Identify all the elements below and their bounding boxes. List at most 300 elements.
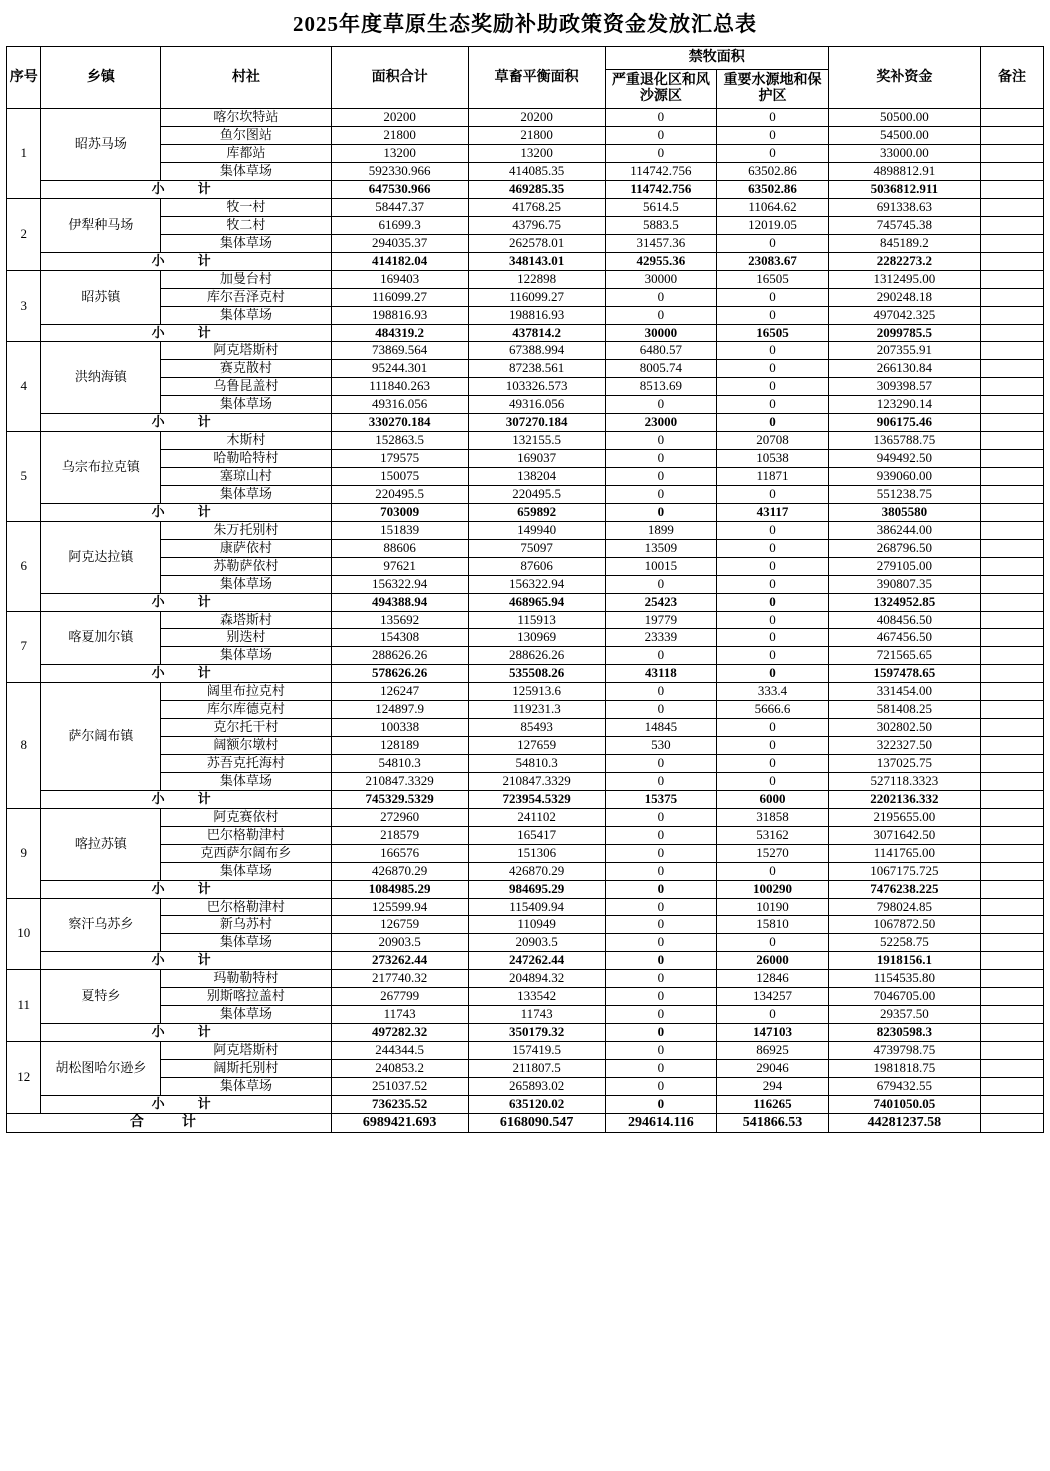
subtotal-label: 小 计 — [41, 414, 331, 432]
cell-village: 别斯喀拉盖村 — [161, 988, 331, 1006]
subtotal-cell-balance-area: 635120.02 — [468, 1095, 605, 1113]
cell-ban-water: 0 — [717, 127, 829, 145]
subtotal-cell-balance-area: 247262.44 — [468, 952, 605, 970]
table-row — [7, 216, 1044, 234]
cell-village: 鱼尔图站 — [161, 127, 331, 145]
column-header-ban-water: 重要水源地和保护区 — [717, 70, 829, 109]
cell-remark — [981, 468, 1044, 486]
cell-ban-water: 12846 — [717, 970, 829, 988]
table-row — [7, 575, 1044, 593]
table-row — [7, 826, 1044, 844]
cell-fund: 408456.50 — [828, 611, 980, 629]
cell-seq: 11 — [7, 970, 41, 1042]
cell-balance-area: 103326.573 — [468, 378, 605, 396]
cell-village: 新乌苏村 — [161, 916, 331, 934]
cell-ban-water: 15810 — [717, 916, 829, 934]
cell-fund: 1141765.00 — [828, 844, 980, 862]
cell-town: 喀拉苏镇 — [41, 808, 161, 880]
cell-remark — [981, 485, 1044, 503]
cell-area-total: 218579 — [331, 826, 468, 844]
cell-remark — [981, 145, 1044, 163]
cell-village: 喀尔坎特站 — [161, 109, 331, 127]
table-row — [7, 844, 1044, 862]
cell-area-total: 13200 — [331, 145, 468, 163]
cell-ban-degraded: 0 — [605, 970, 717, 988]
grand-total-cell-ban-water: 541866.53 — [717, 1113, 829, 1132]
cell-fund: 309398.57 — [828, 378, 980, 396]
table-row — [7, 988, 1044, 1006]
subtotal-cell-ban-water: 116265 — [717, 1095, 829, 1113]
cell-remark — [981, 916, 1044, 934]
table-row — [7, 127, 1044, 145]
cell-remark — [981, 934, 1044, 952]
cell-fund: 679432.55 — [828, 1077, 980, 1095]
cell-ban-water: 0 — [717, 145, 829, 163]
subtotal-label: 小 计 — [41, 324, 331, 342]
subtotal-cell-ban-water: 0 — [717, 414, 829, 432]
cell-ban-degraded: 530 — [605, 737, 717, 755]
subtotal-cell-ban-degraded: 30000 — [605, 324, 717, 342]
cell-village: 朱万托别村 — [161, 521, 331, 539]
cell-seq: 10 — [7, 898, 41, 970]
cell-remark — [981, 163, 1044, 181]
table-row — [7, 934, 1044, 952]
cell-area-total: 151839 — [331, 521, 468, 539]
subtotal-cell-ban-degraded: 114742.756 — [605, 181, 717, 199]
cell-village: 集体草场 — [161, 575, 331, 593]
cell-fund: 7046705.00 — [828, 988, 980, 1006]
cell-balance-area: 115409.94 — [468, 898, 605, 916]
cell-ban-water: 15270 — [717, 844, 829, 862]
subtotal-label: 小 计 — [41, 1024, 331, 1042]
column-header-seq: 序号 — [7, 47, 41, 109]
cell-ban-degraded: 8005.74 — [605, 360, 717, 378]
cell-ban-degraded: 8513.69 — [605, 378, 717, 396]
cell-fund: 845189.2 — [828, 234, 980, 252]
cell-ban-water: 0 — [717, 557, 829, 575]
cell-balance-area: 87606 — [468, 557, 605, 575]
cell-balance-area: 414085.35 — [468, 163, 605, 181]
cell-area-total: 73869.564 — [331, 342, 468, 360]
cell-remark — [981, 432, 1044, 450]
subtotal-label: 小 计 — [41, 1095, 331, 1113]
subtotal-cell-fund: 3805580 — [828, 503, 980, 521]
cell-balance-area: 151306 — [468, 844, 605, 862]
cell-area-total: 244344.5 — [331, 1042, 468, 1060]
cell-ban-degraded: 0 — [605, 988, 717, 1006]
cell-village: 集体草场 — [161, 1006, 331, 1024]
subtotal-cell-ban-water: 26000 — [717, 952, 829, 970]
cell-area-total: 294035.37 — [331, 234, 468, 252]
cell-balance-area: 116099.27 — [468, 288, 605, 306]
subtotal-row — [7, 790, 1044, 808]
table-row — [7, 808, 1044, 826]
grand-total-row — [7, 1113, 1044, 1132]
subtotal-cell-fund: 1597478.65 — [828, 665, 980, 683]
cell-seq: 8 — [7, 683, 41, 809]
cell-town: 昭苏马场 — [41, 109, 161, 181]
subtotal-label: 小 计 — [41, 880, 331, 898]
cell-area-total: 426870.29 — [331, 862, 468, 880]
cell-fund: 331454.00 — [828, 683, 980, 701]
cell-ban-degraded: 31457.36 — [605, 234, 717, 252]
subtotal-cell-remark — [981, 503, 1044, 521]
cell-remark — [981, 270, 1044, 288]
subtotal-cell-area-total: 745329.5329 — [331, 790, 468, 808]
cell-ban-degraded: 0 — [605, 288, 717, 306]
cell-ban-water: 0 — [717, 539, 829, 557]
subtotal-cell-remark — [981, 1024, 1044, 1042]
table-row — [7, 755, 1044, 773]
cell-area-total: 11743 — [331, 1006, 468, 1024]
cell-ban-water: 11871 — [717, 468, 829, 486]
table-row — [7, 109, 1044, 127]
cell-remark — [981, 306, 1044, 324]
cell-village: 别迭村 — [161, 629, 331, 647]
cell-ban-water: 0 — [717, 755, 829, 773]
cell-balance-area: 169037 — [468, 450, 605, 468]
cell-balance-area: 133542 — [468, 988, 605, 1006]
cell-village: 集体草场 — [161, 163, 331, 181]
cell-fund: 33000.00 — [828, 145, 980, 163]
subtotal-cell-fund: 7476238.225 — [828, 880, 980, 898]
cell-ban-water: 63502.86 — [717, 163, 829, 181]
cell-ban-water: 0 — [717, 360, 829, 378]
cell-ban-water: 0 — [717, 862, 829, 880]
cell-village: 巴尔格勒津村 — [161, 826, 331, 844]
cell-ban-water: 10190 — [717, 898, 829, 916]
cell-fund: 266130.84 — [828, 360, 980, 378]
cell-area-total: 126759 — [331, 916, 468, 934]
cell-ban-degraded: 5614.5 — [605, 198, 717, 216]
cell-balance-area: 21800 — [468, 127, 605, 145]
cell-ban-water: 20708 — [717, 432, 829, 450]
cell-remark — [981, 342, 1044, 360]
cell-village: 集体草场 — [161, 485, 331, 503]
cell-balance-area: 43796.75 — [468, 216, 605, 234]
cell-balance-area: 49316.056 — [468, 396, 605, 414]
cell-balance-area: 125913.6 — [468, 683, 605, 701]
subtotal-cell-remark — [981, 790, 1044, 808]
grand-total-cell-ban-degraded: 294614.116 — [605, 1113, 717, 1132]
cell-area-total: 97621 — [331, 557, 468, 575]
cell-town: 察汗乌苏乡 — [41, 898, 161, 952]
cell-fund: 497042.325 — [828, 306, 980, 324]
cell-ban-water: 294 — [717, 1077, 829, 1095]
cell-fund: 290248.18 — [828, 288, 980, 306]
grand-total-label: 合 计 — [7, 1113, 332, 1132]
cell-balance-area: 138204 — [468, 468, 605, 486]
cell-fund: 29357.50 — [828, 1006, 980, 1024]
cell-area-total: 210847.3329 — [331, 772, 468, 790]
subtotal-cell-ban-water: 23083.67 — [717, 252, 829, 270]
cell-area-total: 58447.37 — [331, 198, 468, 216]
cell-area-total: 592330.966 — [331, 163, 468, 181]
cell-village: 阿克塔斯村 — [161, 342, 331, 360]
table-row — [7, 1059, 1044, 1077]
subtotal-cell-fund: 906175.46 — [828, 414, 980, 432]
cell-village: 康萨依村 — [161, 539, 331, 557]
cell-area-total: 116099.27 — [331, 288, 468, 306]
cell-seq: 9 — [7, 808, 41, 898]
cell-balance-area: 132155.5 — [468, 432, 605, 450]
cell-ban-degraded: 19779 — [605, 611, 717, 629]
table-row — [7, 898, 1044, 916]
subtotal-cell-ban-water: 43117 — [717, 503, 829, 521]
subtotal-cell-ban-water: 63502.86 — [717, 181, 829, 199]
table-row — [7, 1006, 1044, 1024]
subtotal-cell-ban-water: 0 — [717, 593, 829, 611]
cell-ban-water: 31858 — [717, 808, 829, 826]
cell-balance-area: 54810.3 — [468, 755, 605, 773]
subtotal-row — [7, 1095, 1044, 1113]
cell-village: 哈勒哈特村 — [161, 450, 331, 468]
cell-village: 苏勒萨依村 — [161, 557, 331, 575]
subtotal-cell-fund: 2202136.332 — [828, 790, 980, 808]
subtotal-cell-balance-area: 984695.29 — [468, 880, 605, 898]
table-row — [7, 1042, 1044, 1060]
cell-remark — [981, 629, 1044, 647]
cell-remark — [981, 808, 1044, 826]
cell-remark — [981, 647, 1044, 665]
cell-remark — [981, 198, 1044, 216]
table-row — [7, 360, 1044, 378]
subtotal-cell-ban-water: 6000 — [717, 790, 829, 808]
cell-remark — [981, 844, 1044, 862]
cell-balance-area: 156322.94 — [468, 575, 605, 593]
cell-ban-degraded: 14845 — [605, 719, 717, 737]
cell-village: 苏吾克托海村 — [161, 755, 331, 773]
table-row — [7, 611, 1044, 629]
cell-remark — [981, 1006, 1044, 1024]
cell-area-total: 169403 — [331, 270, 468, 288]
subtotal-row — [7, 665, 1044, 683]
subtotal-cell-balance-area: 723954.5329 — [468, 790, 605, 808]
table-body — [7, 109, 1044, 1133]
grand-total-cell-remark — [981, 1113, 1044, 1132]
cell-area-total: 251037.52 — [331, 1077, 468, 1095]
cell-ban-water: 0 — [717, 288, 829, 306]
cell-ban-degraded: 0 — [605, 755, 717, 773]
cell-ban-degraded: 0 — [605, 306, 717, 324]
cell-remark — [981, 898, 1044, 916]
cell-balance-area: 165417 — [468, 826, 605, 844]
cell-village: 牧一村 — [161, 198, 331, 216]
table-row — [7, 198, 1044, 216]
subtotal-cell-balance-area: 659892 — [468, 503, 605, 521]
table-row — [7, 647, 1044, 665]
cell-balance-area: 11743 — [468, 1006, 605, 1024]
cell-ban-water: 0 — [717, 737, 829, 755]
cell-balance-area: 130969 — [468, 629, 605, 647]
cell-ban-degraded: 10015 — [605, 557, 717, 575]
table-row — [7, 683, 1044, 701]
cell-remark — [981, 521, 1044, 539]
cell-area-total: 166576 — [331, 844, 468, 862]
page-title: 2025年度草原生态奖励补助政策资金发放汇总表 — [293, 12, 757, 36]
cell-remark — [981, 575, 1044, 593]
cell-town: 阿克达拉镇 — [41, 521, 161, 593]
subtotal-row — [7, 503, 1044, 521]
subtotal-row — [7, 181, 1044, 199]
cell-balance-area: 75097 — [468, 539, 605, 557]
cell-fund: 137025.75 — [828, 755, 980, 773]
cell-ban-degraded: 0 — [605, 844, 717, 862]
cell-area-total: 179575 — [331, 450, 468, 468]
cell-remark — [981, 360, 1044, 378]
cell-village: 玛勒勒特村 — [161, 970, 331, 988]
cell-ban-degraded: 0 — [605, 1059, 717, 1077]
cell-village: 库尔库德克村 — [161, 701, 331, 719]
cell-fund: 949492.50 — [828, 450, 980, 468]
cell-village: 塞琼山村 — [161, 468, 331, 486]
cell-village: 牧二村 — [161, 216, 331, 234]
table-row — [7, 521, 1044, 539]
subtotal-cell-remark — [981, 252, 1044, 270]
subtotal-row — [7, 1024, 1044, 1042]
table-row — [7, 772, 1044, 790]
cell-ban-degraded: 0 — [605, 396, 717, 414]
table-row — [7, 539, 1044, 557]
cell-fund: 939060.00 — [828, 468, 980, 486]
cell-fund: 527118.3323 — [828, 772, 980, 790]
cell-ban-water: 333.4 — [717, 683, 829, 701]
cell-ban-degraded: 0 — [605, 127, 717, 145]
cell-town: 伊犁种马场 — [41, 198, 161, 252]
subtotal-cell-fund: 1918156.1 — [828, 952, 980, 970]
table-row — [7, 432, 1044, 450]
cell-area-total: 272960 — [331, 808, 468, 826]
table-row — [7, 970, 1044, 988]
cell-remark — [981, 109, 1044, 127]
cell-fund: 1312495.00 — [828, 270, 980, 288]
subtotal-cell-remark — [981, 181, 1044, 199]
cell-balance-area: 20200 — [468, 109, 605, 127]
cell-ban-degraded: 0 — [605, 647, 717, 665]
cell-village: 库都站 — [161, 145, 331, 163]
cell-ban-degraded: 0 — [605, 1077, 717, 1095]
cell-ban-degraded: 0 — [605, 862, 717, 880]
cell-fund: 2195655.00 — [828, 808, 980, 826]
cell-ban-water: 0 — [717, 647, 829, 665]
cell-remark — [981, 701, 1044, 719]
subtotal-cell-fund: 5036812.911 — [828, 181, 980, 199]
cell-fund: 52258.75 — [828, 934, 980, 952]
table-row — [7, 270, 1044, 288]
subtotal-cell-area-total: 578626.26 — [331, 665, 468, 683]
cell-village: 集体草场 — [161, 862, 331, 880]
cell-ban-degraded: 0 — [605, 575, 717, 593]
subtotal-label: 小 计 — [41, 503, 331, 521]
subtotal-row — [7, 880, 1044, 898]
cell-area-total: 198816.93 — [331, 306, 468, 324]
cell-area-total: 217740.32 — [331, 970, 468, 988]
cell-fund: 3071642.50 — [828, 826, 980, 844]
cell-area-total: 124897.9 — [331, 701, 468, 719]
subtotal-cell-balance-area: 469285.35 — [468, 181, 605, 199]
cell-ban-water: 0 — [717, 109, 829, 127]
cell-village: 阔额尔墩村 — [161, 737, 331, 755]
subtotal-cell-fund: 8230598.3 — [828, 1024, 980, 1042]
cell-village: 阔里布拉克村 — [161, 683, 331, 701]
subtotal-cell-ban-degraded: 15375 — [605, 790, 717, 808]
cell-village: 赛克散村 — [161, 360, 331, 378]
subtotal-cell-balance-area: 348143.01 — [468, 252, 605, 270]
cell-remark — [981, 396, 1044, 414]
subtotal-cell-ban-water: 147103 — [717, 1024, 829, 1042]
cell-ban-degraded: 0 — [605, 432, 717, 450]
cell-area-total: 100338 — [331, 719, 468, 737]
subtotal-row — [7, 952, 1044, 970]
cell-ban-water: 29046 — [717, 1059, 829, 1077]
cell-ban-degraded: 114742.756 — [605, 163, 717, 181]
cell-ban-water: 16505 — [717, 270, 829, 288]
cell-fund: 207355.91 — [828, 342, 980, 360]
subtotal-cell-ban-degraded: 43118 — [605, 665, 717, 683]
subtotal-row — [7, 324, 1044, 342]
subtotal-row — [7, 252, 1044, 270]
cell-remark — [981, 557, 1044, 575]
cell-ban-degraded: 13509 — [605, 539, 717, 557]
cell-seq: 12 — [7, 1042, 41, 1114]
subtotal-cell-area-total: 647530.966 — [331, 181, 468, 199]
cell-ban-degraded: 5883.5 — [605, 216, 717, 234]
table-row — [7, 701, 1044, 719]
cell-ban-water: 11064.62 — [717, 198, 829, 216]
subtotal-cell-balance-area: 437814.2 — [468, 324, 605, 342]
cell-ban-degraded: 1899 — [605, 521, 717, 539]
cell-balance-area: 110949 — [468, 916, 605, 934]
cell-village: 巴尔格勒津村 — [161, 898, 331, 916]
cell-ban-water: 0 — [717, 575, 829, 593]
cell-balance-area: 41768.25 — [468, 198, 605, 216]
subtotal-cell-area-total: 414182.04 — [331, 252, 468, 270]
cell-balance-area: 204894.32 — [468, 970, 605, 988]
cell-balance-area: 87238.561 — [468, 360, 605, 378]
subtotal-cell-ban-degraded: 25423 — [605, 593, 717, 611]
cell-area-total: 95244.301 — [331, 360, 468, 378]
cell-ban-water: 0 — [717, 234, 829, 252]
cell-area-total: 20903.5 — [331, 934, 468, 952]
cell-remark — [981, 1077, 1044, 1095]
cell-ban-degraded: 0 — [605, 808, 717, 826]
cell-area-total: 128189 — [331, 737, 468, 755]
cell-fund: 581408.25 — [828, 701, 980, 719]
cell-ban-degraded: 0 — [605, 450, 717, 468]
subtotal-cell-remark — [981, 324, 1044, 342]
cell-fund: 390807.35 — [828, 575, 980, 593]
table-row — [7, 862, 1044, 880]
subtotal-cell-ban-water: 0 — [717, 665, 829, 683]
grand-total-cell-balance-area: 6168090.547 — [468, 1113, 605, 1132]
cell-ban-degraded: 0 — [605, 145, 717, 163]
cell-seq: 4 — [7, 342, 41, 432]
cell-fund: 1067872.50 — [828, 916, 980, 934]
cell-ban-water: 0 — [717, 521, 829, 539]
table-row — [7, 450, 1044, 468]
subtotal-cell-remark — [981, 952, 1044, 970]
cell-village: 集体草场 — [161, 647, 331, 665]
cell-area-total: 88606 — [331, 539, 468, 557]
cell-town: 萨尔阔布镇 — [41, 683, 161, 791]
cell-ban-degraded: 0 — [605, 916, 717, 934]
table-row — [7, 719, 1044, 737]
subtotal-cell-area-total: 736235.52 — [331, 1095, 468, 1113]
cell-remark — [981, 737, 1044, 755]
cell-ban-water: 0 — [717, 342, 829, 360]
table-row — [7, 378, 1044, 396]
cell-area-total: 49316.056 — [331, 396, 468, 414]
